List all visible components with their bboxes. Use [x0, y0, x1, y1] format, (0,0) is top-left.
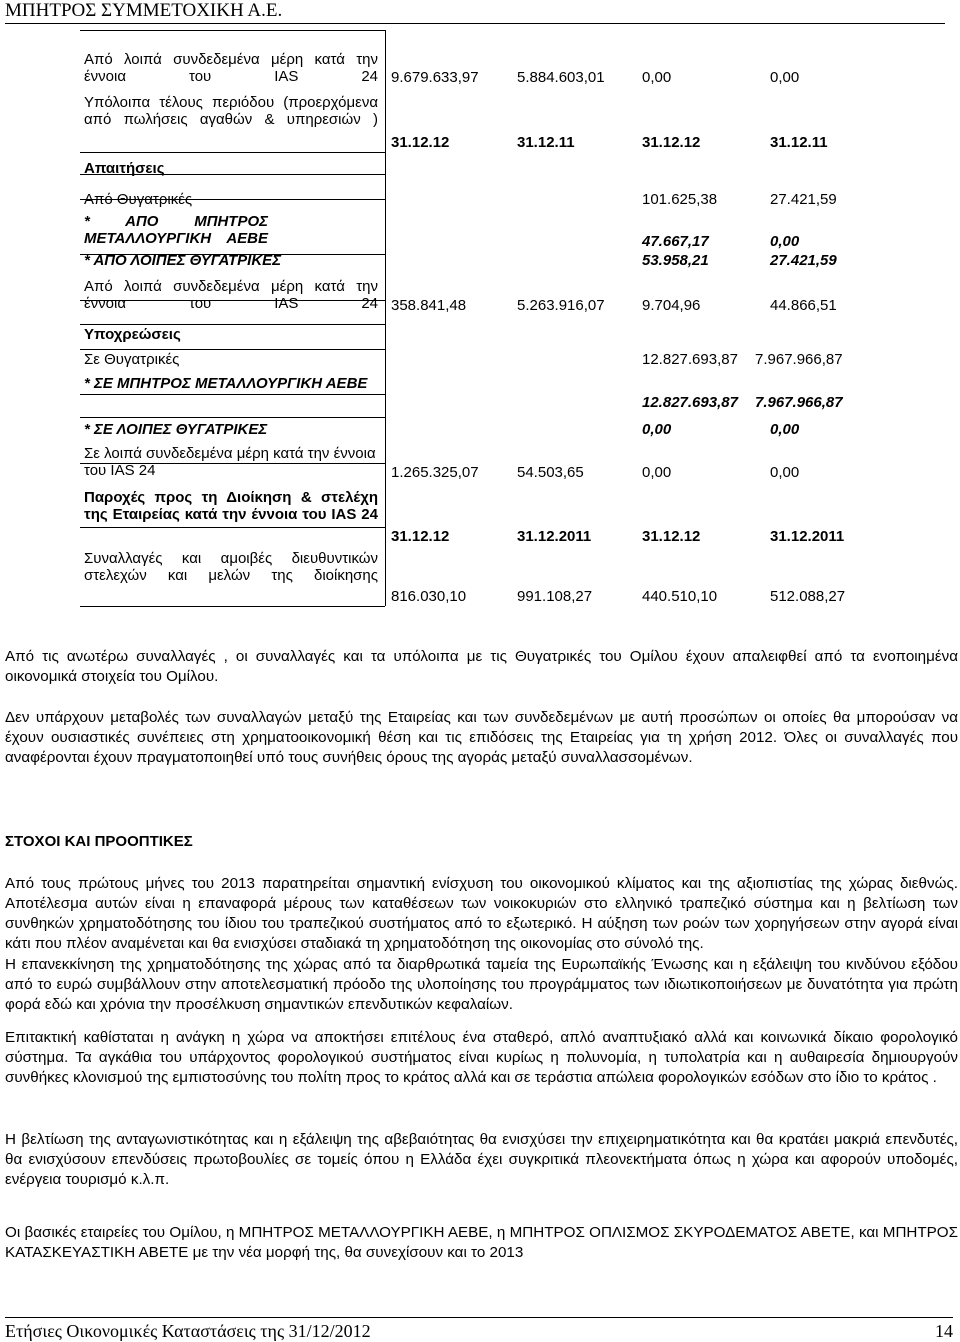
paragraph-eliminations: Από τις ανωτέρω συναλλαγές , οι συναλλαγές και τα υπόλοιπα με τις Θυγατρικές του Ομίλου έχουν απαλειφθεί από τα ενοποιημένα οικονομικά στοιχεία του Ομίλου. [5, 648, 958, 685]
value-cell: 101.625,38 [642, 191, 718, 208]
row-label: Από λοιπά συνδεδεμένα μέρη κατά την έννοια του IAS 24 [84, 51, 378, 85]
paragraph-group-companies: Οι βασικές εταιρείες του Ομίλου, η ΜΠΗΤΡΟΣ ΜΕΤΑΛΛΟΥΡΓΙΚΗ ΑΕΒΕ, η ΜΠΗΤΡΟΣ ΟΠΛΙΣΜΟΣ ΣΚΥΡΟΔΕΜΑΤΟΣ ΑΒΕΤΕ, και ΜΠΗΤΡΟΣ ΚΑΤΑΣΚΕΥΑΣΤΙΚΗ ΑΒΕΤΕ με την νέα μορφή της, θα συνεχίσουν και το 2013 [5, 1224, 958, 1261]
row-label: Υπόλοιπα τέλους περιόδου (προερχόμενα από πωλήσεις αγαθών & υπηρεσιών ) [84, 94, 378, 128]
value-cell: 12.827.693,87 [642, 394, 738, 411]
page-number: 14 [935, 1321, 953, 1341]
row-label: * ΑΠΟ ΛΟΙΠΕΣ ΘΥΓΑΤΡΙΚΕΣ [84, 252, 282, 269]
row-label: Σε Θυγατρικές [84, 351, 180, 368]
date-cell: 31.12.12 [642, 134, 701, 151]
section-label: Απαιτήσεις [84, 160, 165, 177]
row-label: Από Θυγατρικές [84, 191, 193, 208]
date-cell: 31.12.11 [517, 134, 575, 151]
row-label: Σε λοιπά συνδεδεμένα μέρη κατά την έννοια του IAS 24 [84, 445, 376, 479]
value-cell: 5.884.603,01 [517, 69, 605, 86]
value-cell: 54.503,65 [517, 464, 584, 481]
row-label: Παροχές προς τη Διοίκηση & στελέχη της Εταιρείας κατά την έννοια του IAS 24 [84, 489, 378, 523]
date-cell: 31.12.12 [642, 528, 701, 545]
value-cell: 9.679.633,97 [391, 69, 479, 86]
value-cell: 7.967.966,87 [755, 351, 843, 368]
paragraph-outlook-1: Από τους πρώτους μήνες του 2013 παρατηρείται σημαντική ενίσχυση του οικονομικού κλίματος και της αξιοπιστίας της χώρας διεθνώς. Αποτέλεσμα αυτών είναι η επαναφορά μέρους των καταθέσεων των νοικοκυριών στο ελληνικό τραπεζικό σύστημα και η βελτίωση των συνθηκών χρηματοδότησης του ίδιου του τραπεζικού συστήματος από το εξωτερικό. Η αύξηση των ροών των χορηγήσεων στην αγορά είναι κάτι που πλέον αναμένεται και θα ενισχύσει σταδιακά τη χρηματοδότηση της οικονομίας στο σύνολό της. [5, 875, 958, 952]
section-heading: ΣΤΟΧΟΙ ΚΑΙ ΠΡΟΟΠΤΙΚΕΣ [5, 833, 193, 850]
value-cell: 358.841,48 [391, 297, 467, 314]
value-cell: 27.421,59 [770, 191, 837, 208]
related-party-table [80, 30, 880, 610]
value-cell: 27.421,59 [770, 252, 837, 269]
page-header [5, 0, 945, 24]
value-cell: 12.827.693,87 [642, 351, 738, 368]
value-cell: 991.108,27 [517, 588, 593, 605]
value-cell: 7.967.966,87 [755, 394, 843, 411]
row-label: Συναλλαγές και αμοιβές διευθυντικών στελεχών και μελών της διοίκησης [84, 550, 378, 584]
footer-text: Ετήσιες Οικονομικές Καταστάσεις της 31/12/2012 [5, 1321, 371, 1341]
value-cell: 44.866,51 [770, 297, 837, 314]
paragraph-tax-system: Επιτακτική καθίσταται η ανάγκη η χώρα να αποκτήσει επιτέλους ένα σταθερό, απλό αναπτυξιακό αλλά και κοινωνικά δίκαιο φορολογικό σύστημα. Τα αγκάθια του υπάρχοντος φορολογικού συστήματος είναι κυρίως η πολυνομία, η τυπολατρία και η αυθαιρεσία δημιουργούν συνθήκες κλονισμού της εμπιστοσύνης του πολίτη προς το κράτος αλλά και σε τεράστια απώλεια φορολογικών εσόδων στο ίδιο το κράτος . [5, 1029, 958, 1086]
row-label: * ΣΕ ΛΟΙΠΕΣ ΘΥΓΑΤΡΙΚΕΣ [84, 421, 268, 438]
value-cell: 0,00 [642, 421, 672, 438]
section-label: Υποχρεώσεις [84, 326, 181, 343]
date-cell: 31.12.12 [391, 528, 450, 545]
value-cell: 5.263.916,07 [517, 297, 605, 314]
paragraph-outlook-2: Η επανεκκίνηση της χρηματοδότησης της χώρας από τα διαρθρωτικά ταμεία της Ευρωπαϊκής Ένωσης και η εξάλειψη του κινδύνου εξόδου από το ευρώ συμβάλλουν στην αποτελεσματική πρόοδο της υλοποίησης του προγράμματος των ιδιωτικοποιήσεων με δυνατότητα για πρώτη φορά εδώ και χρόνια την προσέλκυση σημαντικών επενδυτικών κεφαλαίων. [5, 956, 958, 1013]
value-cell: 53.958,21 [642, 252, 709, 269]
date-cell: 31.12.12 [391, 134, 450, 151]
value-cell: 0,00 [770, 464, 800, 481]
company-title: ΜΠΗΤΡΟΣ ΣΥΜΜΕΤΟΧΙΚΗ Α.Ε. [5, 0, 283, 21]
row-label: * ΣΕ ΜΠΗΤΡΟΣ ΜΕΤΑΛΛΟΥΡΓΙΚΗ ΑΕΒΕ [84, 375, 368, 392]
paragraph-no-changes: Δεν υπάρχουν μεταβολές των συναλλαγών μεταξύ της Εταιρείας και των συνδεδεμένων με αυτή προσώπων οι οποίες θα μπορούσαν να έχουν ουσιαστικές συνέπειες στη χρηματοοικονομική θέση και τις επιδόσεις της Εταιρείας για τη χρήση 2012. Όλες οι συναλλαγές που αναφέρονται έχουν πραγματοποιηθεί υπό τους συνήθεις όρους της αγοράς μεταξύ συναλλασσομένων. [5, 709, 958, 766]
value-cell: 0,00 [770, 69, 800, 86]
row-label: * ΑΠΟ ΜΠΗΤΡΟΣ ΜΕΤΑΛΛΟΥΡΓΙΚΗ ΑΕΒΕ [84, 213, 268, 247]
value-cell: 816.030,10 [391, 588, 467, 605]
value-cell: 0,00 [642, 69, 672, 86]
date-cell: 31.12.2011 [770, 528, 845, 545]
page-footer [5, 1317, 953, 1342]
value-cell: 1.265.325,07 [391, 464, 479, 481]
value-cell: 47.667,17 [642, 233, 709, 250]
row-label: Από λοιπά συνδεδεμένα μέρη κατά την έννοια του IAS 24 [84, 278, 378, 312]
value-cell: 512.088,27 [770, 588, 846, 605]
paragraph-competitiveness: Η βελτίωση της ανταγωνιστικότητας και η εξάλειψη της αβεβαιότητας θα ενισχύσει την επιχειρηματικότητα και θα κρατάει μακριά επενδυτές, θα ενισχύσουν επενδύσεις πρωτοβουλίες σε τομείς όπου η Ελλάδα έχει συγκριτικά πλεονεκτήματα όπως η χώρα και αφορούν υποδομές, ενέργεια τουρισμό κ.λ.π. [5, 1131, 958, 1188]
date-cell: 31.12.2011 [517, 528, 592, 545]
value-cell: 0,00 [642, 464, 672, 481]
value-cell: 9.704,96 [642, 297, 701, 314]
value-cell: 440.510,10 [642, 588, 718, 605]
date-cell: 31.12.11 [770, 134, 828, 151]
value-cell: 0,00 [770, 421, 800, 438]
value-cell: 0,00 [770, 233, 800, 250]
